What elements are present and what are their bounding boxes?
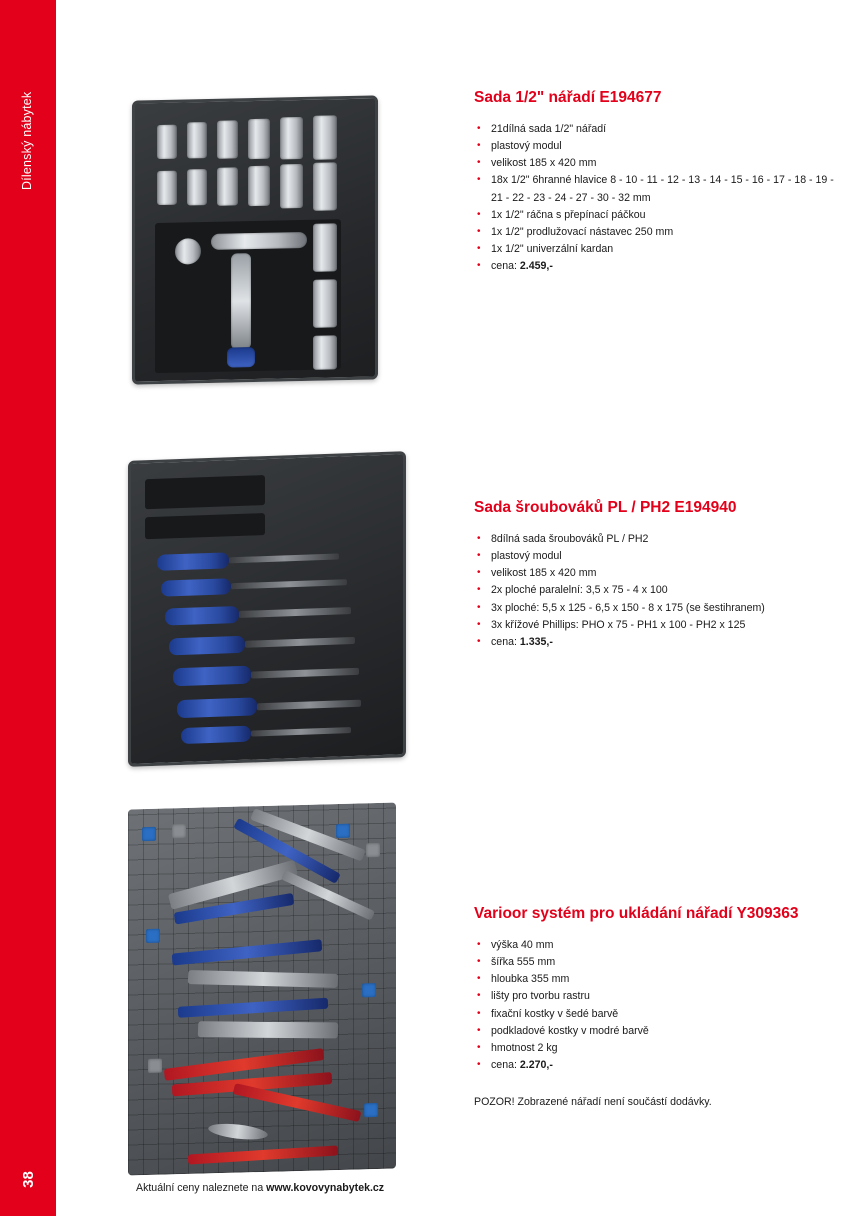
spec-item: • lišty pro tvorbu rastru — [474, 988, 834, 1005]
spec-item: • plastový modul — [474, 548, 834, 565]
spec-item: • podkladové kostky v modré barvě — [474, 1023, 834, 1040]
product-block — [56, 88, 860, 398]
price-item — [474, 634, 834, 651]
price-value: 2.270,- — [519, 1059, 553, 1072]
product-text — [474, 904, 834, 1108]
page-number-value: 38 — [19, 1171, 37, 1188]
product-text — [474, 498, 834, 651]
product-specs — [474, 531, 834, 651]
page-number — [0, 1171, 56, 1188]
price-item — [474, 1057, 834, 1074]
product-title: Sada šroubováků PL / PH2 E194940 — [474, 499, 737, 516]
price-item — [474, 258, 834, 275]
spec-item: • 21dílná sada 1/2" nářadí — [474, 121, 834, 138]
spec-item: • 3x ploché: 5,5 x 125 - 6,5 x 150 - 8 x 175 (se šestihranem) — [474, 600, 834, 617]
spec-item: • velikost 185 x 420 mm — [474, 155, 834, 172]
price-label: cena: — [491, 260, 520, 273]
spec-item: • 1x 1/2" prodlužovací nástavec 250 mm — [474, 224, 834, 241]
spec-item: • šířka 555 mm — [474, 954, 834, 971]
product-block — [56, 800, 860, 1190]
price-label: cena: — [491, 1059, 520, 1072]
spec-item: • výška 40 mm — [474, 937, 834, 954]
spec-item: • 8dílná sada šroubováků PL / PH2 — [474, 531, 834, 548]
screwdriver-set-tray-photo — [120, 448, 410, 768]
spec-item: • hloubka 355 mm — [474, 971, 834, 988]
varioor-tool-storage-photo — [120, 800, 410, 1180]
category-sidebar — [0, 0, 56, 1216]
footer-site[interactable]: www.kovovynabytek.cz — [266, 1182, 385, 1194]
product-title: Sada 1/2" nářadí E194677 — [474, 89, 662, 106]
product-specs — [474, 121, 834, 275]
spec-item: • 2x ploché paralelní: 3,5 x 75 - 4 x 100 — [474, 582, 834, 599]
spec-item: • 1x 1/2" ráčna s přepínací páčkou — [474, 207, 834, 224]
spec-item: • velikost 185 x 420 mm — [474, 565, 834, 582]
price-value: 2.459,- — [519, 260, 553, 273]
spec-item: • 3x křížové Phillips: PHO x 75 - PH1 x 100 - PH2 x 125 — [474, 617, 834, 634]
spec-item: • 18x 1/2" 6hranné hlavice 8 - 10 - 11 - 12 - 13 - 14 - 15 - 16 - 17 - 18 - 19 - 21 - 22 - 23 - 24 - 27 - 30 - 32 mm — [474, 172, 834, 206]
product-title: Varioor systém pro ukládání nářadí Y309363 — [474, 905, 799, 922]
category-label: Dílenský nábytek — [20, 91, 34, 190]
price-label: cena: — [491, 635, 520, 648]
product-specs — [474, 937, 834, 1074]
spec-item: • hmotnost 2 kg — [474, 1040, 834, 1057]
price-value: 1.335,- — [519, 635, 553, 648]
spec-item: • 1x 1/2" univerzální kardan — [474, 241, 834, 258]
footer-prefix: Aktuální ceny naleznete na — [136, 1182, 267, 1194]
socket-set-tray-photo — [120, 88, 388, 388]
product-block — [56, 448, 860, 778]
product-text — [474, 88, 834, 275]
footer-note — [136, 1182, 384, 1194]
product-note: POZOR! Zobrazené nářadí není součástí dodávky. — [474, 1096, 712, 1109]
spec-item: • plastový modul — [474, 138, 834, 155]
page-content — [56, 0, 860, 1216]
spec-item: • fixační kostky v šedé barvě — [474, 1006, 834, 1023]
